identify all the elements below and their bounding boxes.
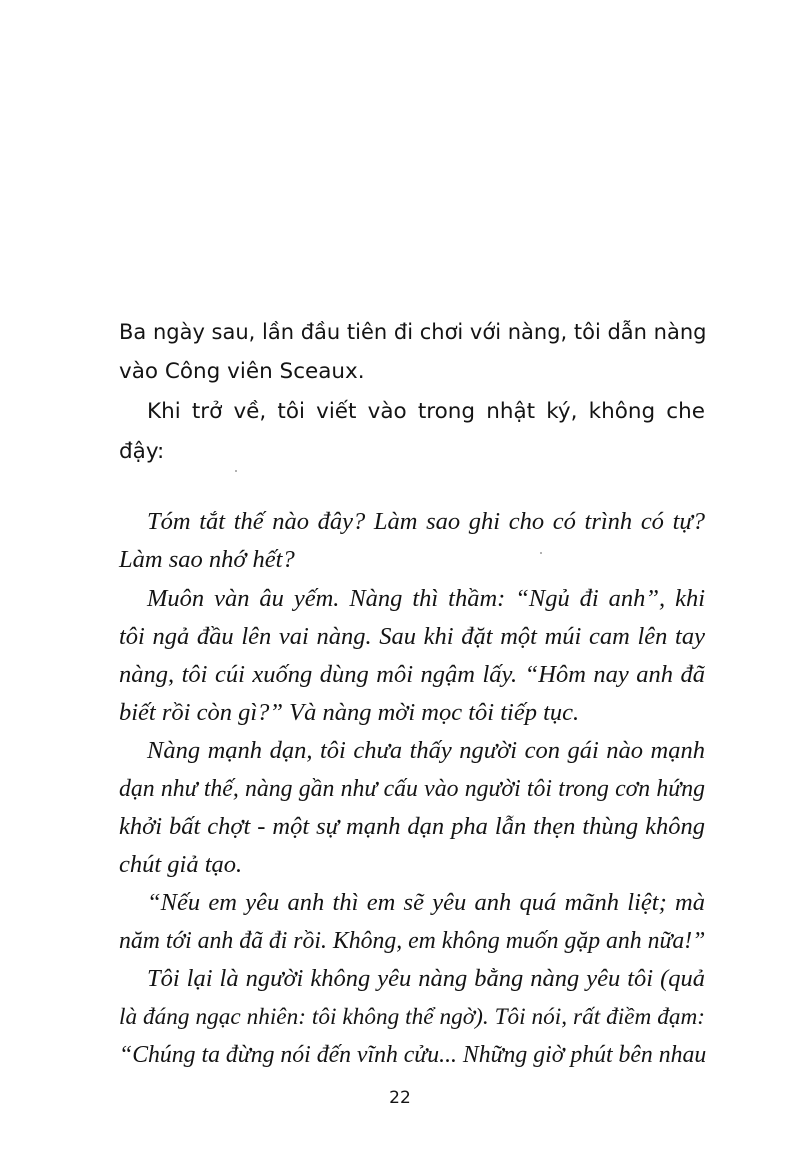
body-line: đậy: bbox=[119, 439, 165, 464]
diary-line: năm tới anh đã đi rồi. Không, em không muốn gặp anh nữa!” bbox=[119, 928, 706, 954]
diary-line: “Chúng ta đừng nói đến vĩnh cửu... Những giờ phút bên nhau bbox=[119, 1042, 707, 1068]
diary-line: chút giả tạo. bbox=[119, 851, 243, 878]
body-line: Khi trở về, tôi viết vào trong nhật ký, không che bbox=[147, 399, 705, 424]
diary-line: là đáng ngạc nhiên: tôi không thể ngờ). Tôi nói, rất điềm đạm: bbox=[119, 1004, 705, 1030]
diary-line: “Nếu em yêu anh thì em sẽ yêu anh quá mãnh liệt; mà bbox=[147, 889, 705, 916]
diary-line: dạn như thế, nàng gần như cấu vào người tôi trong cơn hứng bbox=[119, 776, 705, 802]
diary-line: Nàng mạnh dạn, tôi chưa thấy người con gái nào mạnh bbox=[147, 737, 705, 764]
page-number: 22 bbox=[389, 1088, 411, 1108]
diary-line: nàng, tôi cúi xuống dùng môi ngậm lấy. “Hôm nay anh đã bbox=[119, 661, 705, 688]
diary-line: tôi ngả đầu lên vai nàng. Sau khi đặt một múi cam lên tay bbox=[119, 623, 705, 650]
diary-line: Làm sao nhớ hết? bbox=[119, 546, 295, 573]
scan-speck bbox=[540, 552, 542, 554]
body-line: vào Công viên Sceaux. bbox=[119, 359, 365, 384]
diary-line: Muôn vàn âu yếm. Nàng thì thầm: “Ngủ đi anh”, khi bbox=[147, 585, 705, 612]
diary-line: khởi bất chợt - một sự mạnh dạn pha lẫn thẹn thùng không bbox=[119, 813, 705, 840]
diary-line: biết rồi còn gì?” Và nàng mời mọc tôi tiếp tục. bbox=[119, 699, 580, 726]
scan-speck bbox=[235, 470, 237, 472]
diary-line: Tóm tắt thế nào đây? Làm sao ghi cho có trình có tự? bbox=[147, 508, 705, 535]
diary-line: Tôi lại là người không yêu nàng bằng nàng yêu tôi (quả bbox=[147, 965, 705, 992]
body-line: Ba ngày sau, lần đầu tiên đi chơi với nàng, tôi dẫn nàng bbox=[119, 320, 707, 344]
